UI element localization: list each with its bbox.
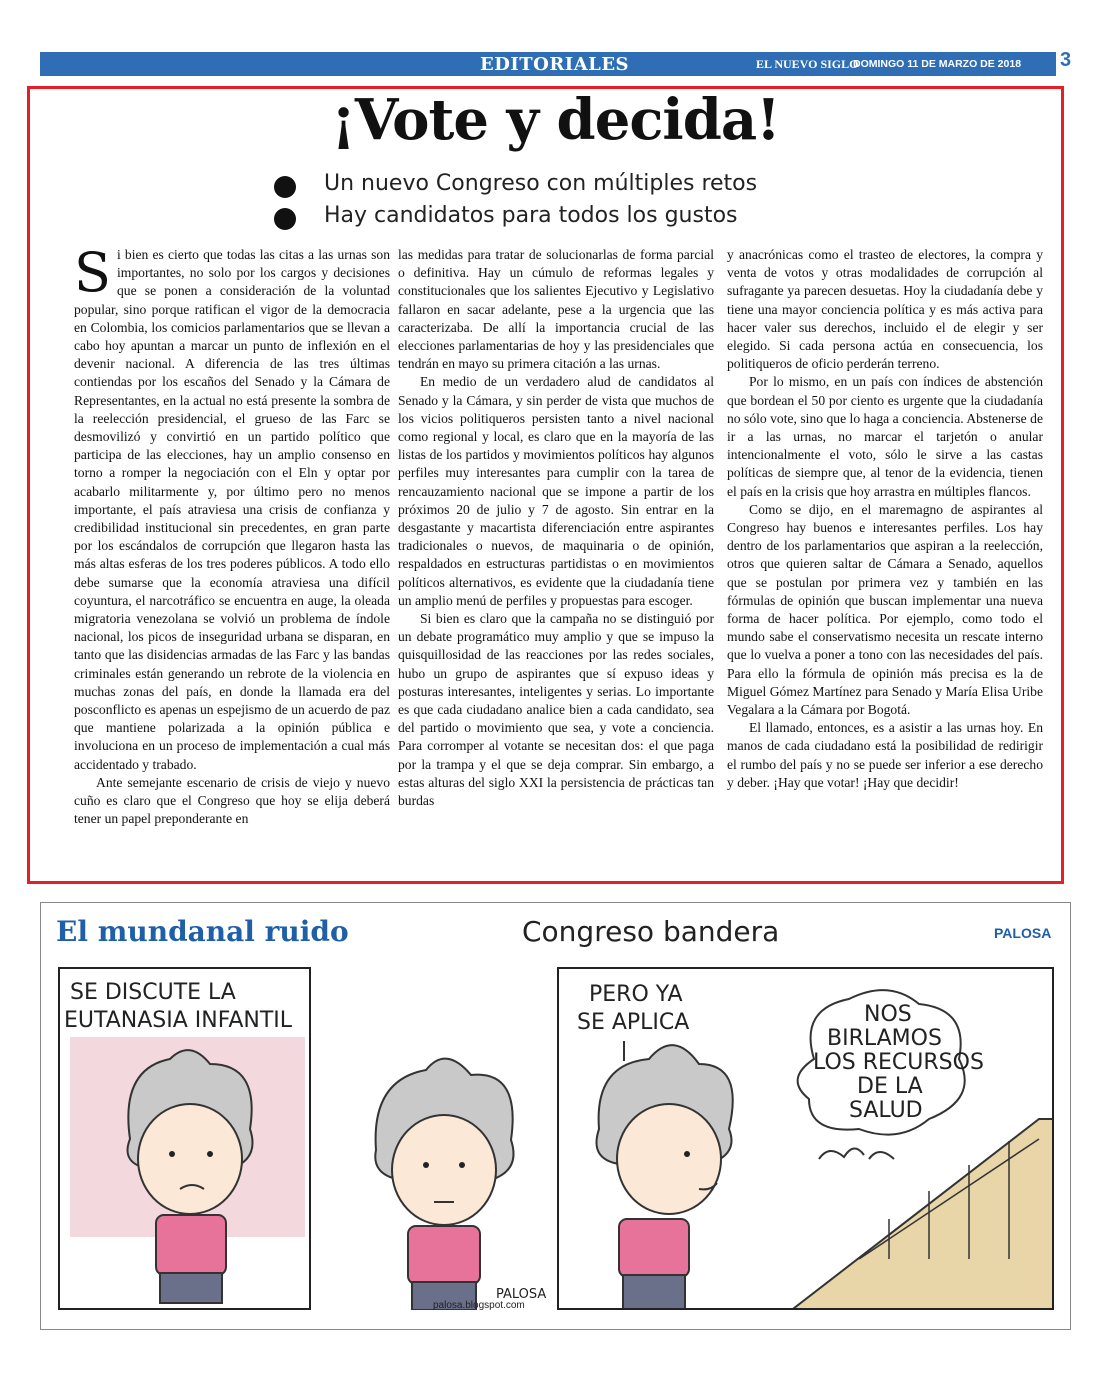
article-paragraph: Como se dijo, en el maremagno de aspirantes al Congreso hay buenos e interesantes perfiles. Los hay dentro de los parlamentarios que aspiran a la reelección, otros que quieren saltar de Cámara a Senado, aquellos que se postulan por primera vez y también en las fórmulas de opinión que buscan implementar una nueva forma de hacer política. Por ejemplo, como todo el mundo sabe el conservatismo necesita un rescate interno que lo vuelva a poner a tono con las necesidades del país. Para ello la fórmula de opinión más precisa es la de Miguel Gómez Martínez para Senado y María Elisa Uribe Vegalara a la Cámara por Bogotá.: [727, 501, 1043, 718]
cartoon-panel-2: [346, 1030, 556, 1310]
article-paragraph: las medidas para tratar de solucionarlas de forma parcial o definitiva. Hay un cúmulo de reformas legales y constitucionales que los salientes Ejecutivo y Legislativo fallaron en sacar adelante, pese a la urgencia que las caracterizaba. De allí la importancia crucial de las elecciones parlamentarias de hoy y las presidenciales que tendrán en mayo su primera citación a las urnas.: [398, 247, 714, 372]
article-deck: [274, 168, 757, 232]
article-paragraph: El llamado, entonces, es a asistir a las urnas hoy. En manos de cada ciudadano está la posibilidad de redirigir el rumbo del país y no se puede ser inferior a ese derecho y deber. ¡Hay que votar! ¡Hay que decidir!: [727, 720, 1043, 790]
article-paragraph: Por lo mismo, en un país con índices de abstención que bordean el 50 por ciento es urgente que la ciudadanía no sólo vote, sino que lo haga a conciencia. Abstenerse de ir a las urnas, no marcar el tarjetón o anular intencionalmente el voto, sólo le sirve a las castas políticas de siempre que, al tenor de la evidencia, tienen el país en la crisis que hoy arrastra en múltiples flancos.: [727, 374, 1043, 499]
bubble-line-1: NOS: [864, 1002, 912, 1027]
speech-bubble: [798, 990, 984, 1135]
panel-3-caption-line-2: SE APLICA: [577, 1010, 690, 1035]
child-figure: [597, 1045, 733, 1310]
bubble-line-2: BIRLAMOS: [827, 1026, 942, 1051]
article-column-2: [398, 246, 714, 810]
masthead: EL NUEVO SIGLO: [756, 57, 859, 71]
panel-1-drawing: [60, 969, 311, 1310]
deck-item: [274, 168, 757, 200]
panel-2-drawing: [346, 1030, 556, 1310]
blog-url: palosa.blogspot.com: [433, 1300, 525, 1311]
deck-item-text: Hay candidatos para todos los gustos: [324, 203, 738, 228]
article-paragraph: y anacrónicas como el trasteo de electores, la compra y venta de votos y otras modalidades de corrupción al sufragante ya parecen desuetas. Hoy la ciudadanía debe y tiene una mayor conciencia política y es más activa para hacer valer sus derechos, incluido el de elegir y ser elegido. Si cada persona actúa en consecuencia, los politiqueros de oficio perderán terreno.: [727, 247, 1043, 372]
article-column-1: [74, 241, 390, 829]
article-paragraph: Si bien es claro que la campaña no se distinguió por un debate programático muy amplio y que se impuso la quisquillosidad de las reacciones por las redes sociales, hubo un grupo de aspirantes que sí expuso ideas y posturas interesantes, inteligentes y serias. Lo importante es que cada ciudadano analice bien a cada candidato, sea del partido o movimiento que sea, y vote a conciencia. Para corromper al votante se necesitan dos: el que paga por la trampa y el que se deja comprar. Sin embargo, a estas alturas del siglo XXI la persistencia de prácticas tan burdas: [398, 611, 714, 809]
panel-1-caption-line-2: EUTANASIA INFANTIL: [64, 1008, 293, 1033]
deck-item-text: Un nuevo Congreso con múltiples retos: [324, 171, 758, 196]
bullet-icon: [274, 208, 296, 230]
cartoon-title: Congreso bandera: [522, 915, 780, 948]
cartoon-panel-1: [58, 967, 311, 1310]
dateline: DOMINGO 11 DE MARZO DE 2018: [853, 58, 1022, 70]
bubble-line-3: LOS RECURSOS: [813, 1050, 984, 1075]
panel-1-caption-line-1: SE DISCUTE LA: [70, 980, 236, 1005]
bird-doodle: [869, 1152, 894, 1159]
panel-3-caption-line-1: PERO YA: [589, 982, 683, 1007]
panel-3-drawing: [559, 969, 1054, 1310]
article-paragraph: Ante semejante escenario de crisis de viejo y nuevo cuño es claro que el Congreso que hoy se elija deberá tener un papel preponderante en: [74, 774, 390, 827]
bubble-line-4: DE LA: [857, 1074, 923, 1099]
drop-cap: S: [74, 241, 111, 304]
child-figure: [375, 1059, 513, 1310]
page-number: 3: [1060, 49, 1072, 71]
deck-item: [274, 200, 757, 232]
bird-doodle: [819, 1148, 864, 1159]
section-label: EDITORIALES: [480, 54, 630, 75]
cartoon-author: PALOSA: [994, 925, 1052, 941]
article-paragraph: [74, 241, 390, 774]
paragraph-text: i bien es cierto que todas las citas a las urnas son importantes, no solo por los cargos y decisiones que se ponen a consideración de la voluntad popular, sino porque ratifican el vigor de la democracia en Colombia, los comicios parlamentarios que se llevan a cabo hoy apuntan a marcar un punto de inflexión en el devenir nacional. A diferencia de las tres últimas contiendas por los escaños del Senado y la Cámara de Representantes, en la actual no está presente la sombra de la reelección presidencial, el grueso de las Farc se desmovilizó y convirtió en un partido político que participa de las elecciones, hay un amplio consenso en torno a romper la negociación con el Eln y optar por acabarlo militarmente y, por último pero no menos importante, el país atraviesa una crisis de confianza y credibilidad institucional sin precedentes, en gran parte por los escándalos de corrupción que llegaron hasta las más altas esferas de los tres poderes públicos. A todo ello debe sumarse que la economía atraviesa una difícil coyuntura, el narcotráfico se encuentra en auge, la oleada migratoria venezolana se volvió un problema de índole nacional, los picos de inseguridad urbana se disparan, en tanto que las disidencias armadas de las Farc y las bandas criminales están generando un rebrote de la violencia en muchas zonas del país, en donde la llamada era del posconflicto es apenas un espejismo de un acuerdo de paz que mantiene polarizada a la opinión pública e involuciona en un proceso de implementación a cual más accidentado y trabado.: [74, 247, 390, 772]
bubble-line-5: SALUD: [849, 1098, 923, 1123]
bullet-icon: [274, 176, 296, 198]
article-paragraph: En medio de un verdadero alud de candidatos al Senado y la Cámara, y sin perder de vista que muchos de los vicios politiqueros persisten tanto a nivel nacional como regional y local, es claro que en la mayoría de las listas de los partidos y movimientos políticos hay algunos perfiles muy interesantes para cumplir con la tarea de rencauzamiento nacional que se impone a partir de los próximos 20 de julio y 7 de agosto. Sin entrar en la desgastante y macartista diferenciación entre aspirantes tradicionales o nuevos, de maquinaria o de opinión, respaldados en estructuras partidistas o en movimientos políticos alternativos, es evidente que la ciudadanía tiene un amplio menú de perfiles y propuestas para escoger.: [398, 374, 714, 608]
article-column-3: [727, 246, 1043, 792]
child-figure: [128, 1050, 253, 1303]
cartoon-panel-3: [557, 967, 1054, 1310]
article-headline: ¡Vote y decida!: [331, 87, 780, 153]
cartoon-series-title: El mundanal ruido: [56, 915, 349, 948]
capitol-building: [789, 1119, 1054, 1310]
artist-signature: PALOSA: [496, 1287, 547, 1302]
